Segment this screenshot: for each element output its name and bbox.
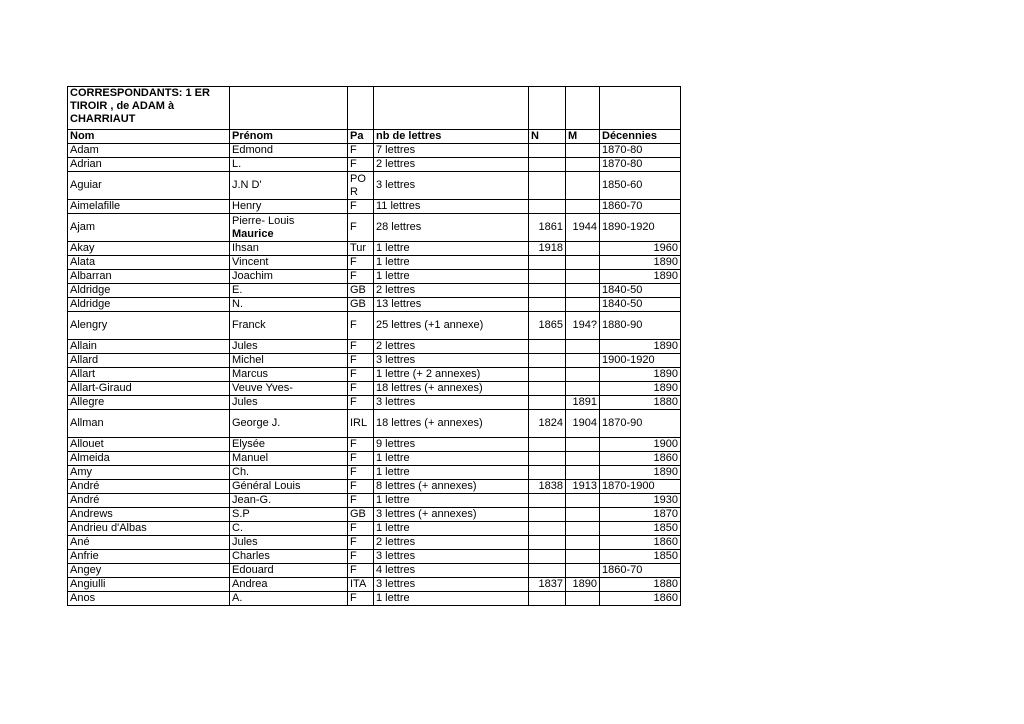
cell-mort	[566, 284, 600, 298]
cell-mort	[566, 340, 600, 354]
cell-mort	[566, 564, 600, 578]
cell-lettres: 25 lettres (+1 annexe)	[374, 312, 529, 340]
table-row	[68, 312, 681, 340]
cell-naissance	[529, 172, 566, 200]
cell-mort	[566, 298, 600, 312]
cell-naissance	[529, 438, 566, 452]
cell-lettres: 2 lettres	[374, 340, 529, 354]
cell-prenom: George J.	[230, 410, 348, 438]
cell-decennies: 1850	[600, 550, 681, 564]
cell-decennies: 1880	[600, 578, 681, 592]
cell-prenom: Jules	[230, 396, 348, 410]
cell-pays: F	[348, 368, 374, 382]
cell-nom: Aimelafille	[68, 200, 230, 214]
cell-pays: F	[348, 550, 374, 564]
cell-decennies: 1890	[600, 382, 681, 396]
correspondents-table	[67, 86, 681, 606]
empty-cell	[529, 87, 566, 130]
cell-prenom: Marcus	[230, 368, 348, 382]
cell-lettres: 18 lettres (+ annexes)	[374, 410, 529, 438]
sheet-title: CORRESPONDANTS: 1 ER TIROIR , de ADAM à CHARRIAUT	[68, 87, 230, 130]
cell-mort	[566, 354, 600, 368]
cell-naissance	[529, 256, 566, 270]
cell-lettres: 3 lettres	[374, 172, 529, 200]
cell-lettres: 3 lettres (+ annexes)	[374, 508, 529, 522]
cell-pays: F	[348, 270, 374, 284]
cell-pays: F	[348, 144, 374, 158]
cell-prenom: C.	[230, 522, 348, 536]
cell-naissance	[529, 340, 566, 354]
table-row	[68, 522, 681, 536]
cell-mort	[566, 508, 600, 522]
cell-prenom: L.	[230, 158, 348, 172]
cell-naissance	[529, 592, 566, 606]
cell-lettres: 8 lettres (+ annexes)	[374, 480, 529, 494]
cell-prenom: Joachim	[230, 270, 348, 284]
cell-lettres: 7 lettres	[374, 144, 529, 158]
cell-lettres: 3 lettres	[374, 354, 529, 368]
cell-mort: 1904	[566, 410, 600, 438]
cell-nom: Alata	[68, 256, 230, 270]
cell-naissance	[529, 284, 566, 298]
cell-pays: IRL	[348, 410, 374, 438]
empty-cell	[600, 87, 681, 130]
cell-nom: Allouet	[68, 438, 230, 452]
cell-pays: F	[348, 494, 374, 508]
cell-nom: Allegre	[68, 396, 230, 410]
cell-decennies: 1960	[600, 242, 681, 256]
header-lettres: nb de lettres	[374, 130, 529, 144]
cell-nom: Allart	[68, 368, 230, 382]
cell-decennies: 1870-80	[600, 144, 681, 158]
cell-decennies: 1900-1920	[600, 354, 681, 368]
cell-nom: Allman	[68, 410, 230, 438]
cell-pays: PO R	[348, 172, 374, 200]
header-decennies: Décennies	[600, 130, 681, 144]
table-row	[68, 508, 681, 522]
cell-mort: 1890	[566, 578, 600, 592]
cell-nom: Allain	[68, 340, 230, 354]
table-row	[68, 368, 681, 382]
table-row	[68, 298, 681, 312]
cell-naissance	[529, 522, 566, 536]
cell-decennies: 1890	[600, 466, 681, 480]
cell-mort: 1944	[566, 214, 600, 242]
cell-nom: Albarran	[68, 270, 230, 284]
cell-pays: F	[348, 340, 374, 354]
cell-lettres: 2 lettres	[374, 284, 529, 298]
cell-nom: Anfrie	[68, 550, 230, 564]
cell-naissance	[529, 382, 566, 396]
cell-naissance	[529, 564, 566, 578]
cell-mort	[566, 452, 600, 466]
table-row	[68, 382, 681, 396]
cell-pays: GB	[348, 508, 374, 522]
prenom-line: Pierre- Louis	[232, 214, 295, 227]
cell-nom: Akay	[68, 242, 230, 256]
cell-lettres: 3 lettres	[374, 550, 529, 564]
cell-decennies: 1870-1900	[600, 480, 681, 494]
cell-pays: F	[348, 382, 374, 396]
cell-pays: F	[348, 312, 374, 340]
cell-lettres: 13 lettres	[374, 298, 529, 312]
table-row	[68, 284, 681, 298]
empty-cell	[348, 87, 374, 130]
cell-decennies: 1930	[600, 494, 681, 508]
cell-prenom: E.	[230, 284, 348, 298]
cell-nom: Anos	[68, 592, 230, 606]
cell-naissance: 1824	[529, 410, 566, 438]
cell-naissance	[529, 494, 566, 508]
cell-prenom: Henry	[230, 200, 348, 214]
cell-lettres: 1 lettre	[374, 242, 529, 256]
cell-naissance: 1837	[529, 578, 566, 592]
empty-cell	[230, 87, 348, 130]
cell-mort: 1891	[566, 396, 600, 410]
table-row	[68, 438, 681, 452]
cell-pays: F	[348, 214, 374, 242]
cell-lettres: 1 lettre	[374, 592, 529, 606]
cell-decennies: 1860	[600, 452, 681, 466]
cell-mort	[566, 242, 600, 256]
cell-prenom: Ch.	[230, 466, 348, 480]
table-row	[68, 158, 681, 172]
table-row	[68, 550, 681, 564]
table-row	[68, 578, 681, 592]
cell-naissance	[529, 200, 566, 214]
cell-pays: F	[348, 200, 374, 214]
cell-nom: Amy	[68, 466, 230, 480]
cell-lettres: 1 lettre (+ 2 annexes)	[374, 368, 529, 382]
cell-pays: Tur	[348, 242, 374, 256]
cell-mort	[566, 438, 600, 452]
cell-lettres: 1 lettre	[374, 522, 529, 536]
cell-mort	[566, 522, 600, 536]
cell-lettres: 3 lettres	[374, 578, 529, 592]
cell-prenom: Franck	[230, 312, 348, 340]
cell-mort	[566, 256, 600, 270]
table-row	[68, 452, 681, 466]
cell-pays: F	[348, 256, 374, 270]
cell-prenom: Jules	[230, 536, 348, 550]
header-pays: Pa	[348, 130, 374, 144]
cell-prenom: Jean-G.	[230, 494, 348, 508]
cell-naissance	[529, 144, 566, 158]
cell-pays: F	[348, 158, 374, 172]
cell-decennies: 1860	[600, 592, 681, 606]
cell-decennies: 1890	[600, 256, 681, 270]
cell-prenom: Veuve Yves-	[230, 382, 348, 396]
cell-mort: 194?	[566, 312, 600, 340]
cell-nom: Adrian	[68, 158, 230, 172]
cell-naissance	[529, 158, 566, 172]
table-row	[68, 270, 681, 284]
cell-nom: Aguiar	[68, 172, 230, 200]
cell-prenom: Edmond	[230, 144, 348, 158]
cell-nom: André	[68, 494, 230, 508]
cell-mort: 1913	[566, 480, 600, 494]
cell-nom: Allart-Giraud	[68, 382, 230, 396]
cell-decennies: 1840-50	[600, 298, 681, 312]
cell-pays: ITA	[348, 578, 374, 592]
cell-mort	[566, 158, 600, 172]
cell-decennies: 1850-60	[600, 172, 681, 200]
header-row	[68, 130, 681, 144]
cell-pays: F	[348, 564, 374, 578]
table-row	[68, 494, 681, 508]
cell-naissance: 1918	[529, 242, 566, 256]
cell-decennies: 1900	[600, 438, 681, 452]
cell-nom: Andrieu d'Albas	[68, 522, 230, 536]
table-row	[68, 480, 681, 494]
cell-naissance	[529, 452, 566, 466]
cell-pays: F	[348, 354, 374, 368]
cell-naissance	[529, 354, 566, 368]
cell-prenom: Ihsan	[230, 242, 348, 256]
cell-pays: F	[348, 466, 374, 480]
cell-lettres: 1 lettre	[374, 270, 529, 284]
cell-mort	[566, 550, 600, 564]
cell-decennies: 1860	[600, 536, 681, 550]
cell-naissance	[529, 466, 566, 480]
cell-lettres: 1 lettre	[374, 256, 529, 270]
cell-lettres: 11 lettres	[374, 200, 529, 214]
cell-nom: Angiulli	[68, 578, 230, 592]
cell-mort	[566, 382, 600, 396]
cell-prenom: A.	[230, 592, 348, 606]
cell-prenom: Andrea	[230, 578, 348, 592]
cell-naissance: 1861	[529, 214, 566, 242]
table-row	[68, 340, 681, 354]
cell-pays: F	[348, 396, 374, 410]
cell-decennies: 1870	[600, 508, 681, 522]
cell-prenom: N.	[230, 298, 348, 312]
cell-nom: Ané	[68, 536, 230, 550]
cell-pays: F	[348, 438, 374, 452]
empty-cell	[566, 87, 600, 130]
cell-mort	[566, 270, 600, 284]
cell-prenom: Général Louis	[230, 480, 348, 494]
cell-nom: Angey	[68, 564, 230, 578]
cell-lettres: 9 lettres	[374, 438, 529, 452]
cell-mort	[566, 592, 600, 606]
cell-lettres: 1 lettre	[374, 452, 529, 466]
title-row	[68, 87, 681, 130]
cell-lettres: 1 lettre	[374, 494, 529, 508]
cell-lettres: 28 lettres	[374, 214, 529, 242]
cell-lettres: 1 lettre	[374, 466, 529, 480]
table-row	[68, 214, 681, 242]
cell-pays: F	[348, 480, 374, 494]
cell-prenom: Michel	[230, 354, 348, 368]
cell-prenom: Vincent	[230, 256, 348, 270]
table-row	[68, 564, 681, 578]
cell-mort	[566, 466, 600, 480]
table-row	[68, 354, 681, 368]
cell-naissance	[529, 550, 566, 564]
cell-mort	[566, 172, 600, 200]
cell-prenom: Elysée	[230, 438, 348, 452]
cell-lettres: 3 lettres	[374, 396, 529, 410]
cell-decennies: 1890-1920	[600, 214, 681, 242]
cell-naissance	[529, 508, 566, 522]
cell-decennies: 1880	[600, 396, 681, 410]
cell-naissance: 1838	[529, 480, 566, 494]
cell-decennies: 1890	[600, 340, 681, 354]
cell-pays: F	[348, 536, 374, 550]
cell-nom: Aldridge	[68, 298, 230, 312]
cell-nom: Ajam	[68, 214, 230, 242]
table-row	[68, 256, 681, 270]
cell-naissance: 1865	[529, 312, 566, 340]
header-prenom: Prénom	[230, 130, 348, 144]
cell-prenom	[230, 214, 348, 242]
cell-prenom: Charles	[230, 550, 348, 564]
cell-naissance	[529, 368, 566, 382]
cell-decennies: 1840-50	[600, 284, 681, 298]
cell-naissance	[529, 270, 566, 284]
table-row	[68, 172, 681, 200]
table-row	[68, 466, 681, 480]
cell-nom: Adam	[68, 144, 230, 158]
cell-naissance	[529, 396, 566, 410]
table-row	[68, 536, 681, 550]
cell-decennies: 1860-70	[600, 564, 681, 578]
cell-decennies: 1870-80	[600, 158, 681, 172]
cell-pays: GB	[348, 284, 374, 298]
table-row	[68, 592, 681, 606]
cell-nom: Alengry	[68, 312, 230, 340]
cell-naissance	[529, 298, 566, 312]
cell-mort	[566, 536, 600, 550]
cell-mort	[566, 200, 600, 214]
cell-decennies: 1870-90	[600, 410, 681, 438]
cell-prenom: J.N D'	[230, 172, 348, 200]
cell-pays: F	[348, 592, 374, 606]
table-row	[68, 242, 681, 256]
cell-prenom: Jules	[230, 340, 348, 354]
cell-pays: F	[348, 522, 374, 536]
cell-nom: André	[68, 480, 230, 494]
cell-nom: Aldridge	[68, 284, 230, 298]
header-nom: Nom	[68, 130, 230, 144]
cell-naissance	[529, 536, 566, 550]
cell-nom: Almeida	[68, 452, 230, 466]
cell-nom: Allard	[68, 354, 230, 368]
cell-mort	[566, 144, 600, 158]
header-mort: M	[566, 130, 600, 144]
cell-nom: Andrews	[68, 508, 230, 522]
cell-mort	[566, 494, 600, 508]
cell-prenom: Edouard	[230, 564, 348, 578]
cell-decennies: 1880-90	[600, 312, 681, 340]
cell-decennies: 1890	[600, 368, 681, 382]
cell-decennies: 1860-70	[600, 200, 681, 214]
table-row	[68, 396, 681, 410]
cell-prenom: S.P	[230, 508, 348, 522]
cell-prenom: Manuel	[230, 452, 348, 466]
cell-pays: GB	[348, 298, 374, 312]
table-row	[68, 200, 681, 214]
cell-lettres: 4 lettres	[374, 564, 529, 578]
cell-lettres: 2 lettres	[374, 536, 529, 550]
prenom-line-bold: Maurice	[232, 227, 274, 240]
cell-decennies: 1850	[600, 522, 681, 536]
cell-lettres: 18 lettres (+ annexes)	[374, 382, 529, 396]
header-naissance: N	[529, 130, 566, 144]
cell-decennies: 1890	[600, 270, 681, 284]
table-row	[68, 144, 681, 158]
table-row	[68, 410, 681, 438]
cell-lettres: 2 lettres	[374, 158, 529, 172]
cell-mort	[566, 368, 600, 382]
empty-cell	[374, 87, 529, 130]
cell-pays: F	[348, 452, 374, 466]
